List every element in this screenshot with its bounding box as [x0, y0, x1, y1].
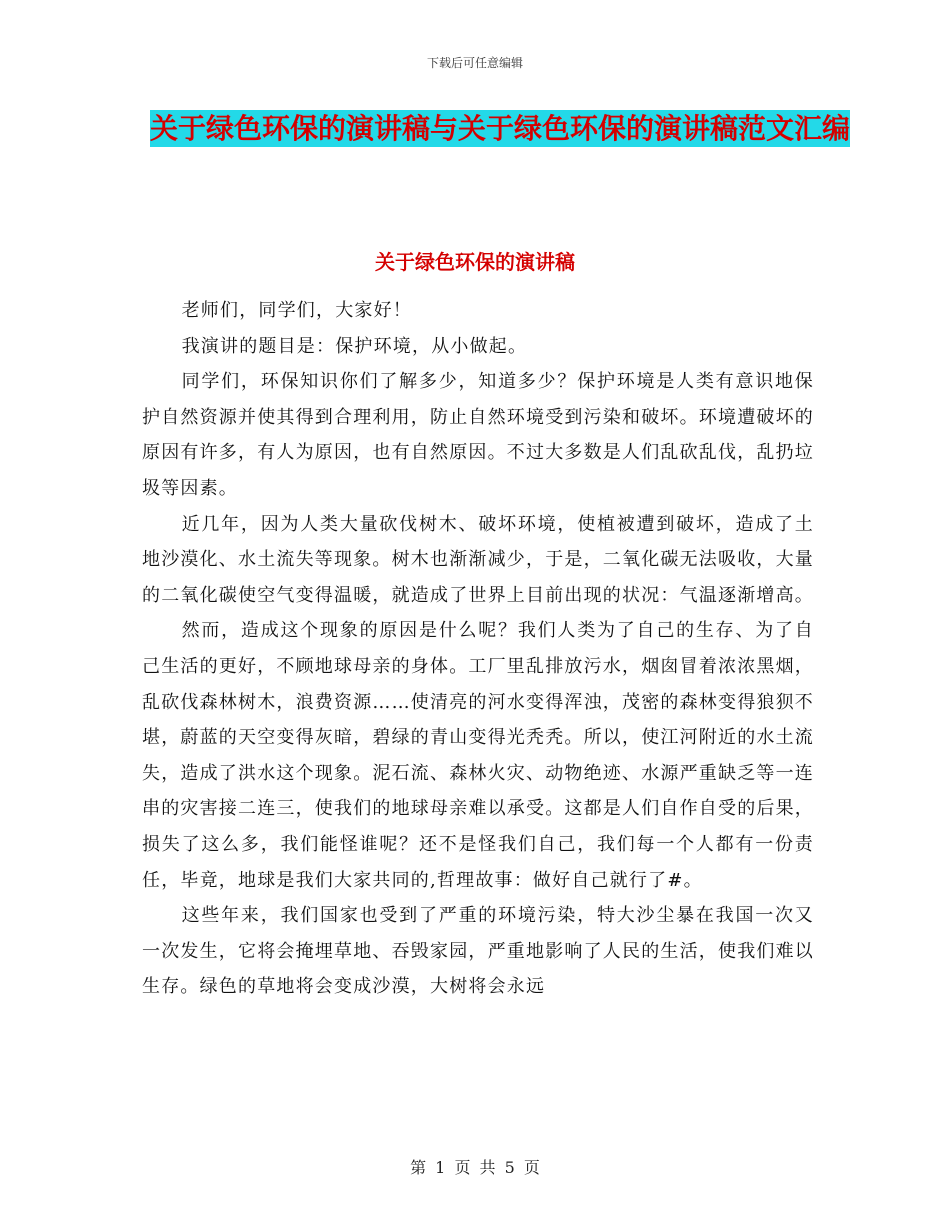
document-title — [150, 108, 850, 150]
paragraph: 然而，造成这个现象的原因是什么呢？我们人类为了自己的生存、为了自己生活的更好，不顾地球母亲的身体。工厂里乱排放污水，烟囱冒着浓浓黑烟，乱砍伐森林树木，浪费资源……使清亮的河水变得浑浊，茂密的森林变得狼狈不堪，蔚蓝的天空变得灰暗，碧绿的青山变得光秃秃。所以，使江河附近的水土流失，造成了洪水这个现象。泥石流、森林火灾、动物绝迹、水源严重缺乏等一连串的灾害接二连三，使我们的地球母亲难以承受。这都是人们自作自受的后果，损失了这么多，我们能怪谁呢？还不是怪我们自己，我们每一个人都有一份责任，毕竟，地球是我们大家共同的,哲理故事：做好自己就行了#。 — [142, 620, 814, 891]
section-title: 关于绿色环保的演讲稿 — [375, 250, 575, 274]
page-number-footer: 第 1 页 共 5 页 — [410, 1158, 540, 1177]
paragraph: 老师们，同学们，大家好！ — [181, 300, 412, 321]
page-header-note: 下载后可任意编辑 — [426, 56, 523, 70]
document-title-text: 关于绿色环保的演讲稿与关于绿色环保的演讲稿范文汇编 — [150, 112, 851, 145]
paragraph: 我演讲的题目是：保护环境，从小做起。 — [181, 335, 528, 357]
paragraph: 近几年，因为人类大量砍伐树木、破坏环境，使植被遭到破坏，造成了土地沙漠化、水土流失等现象。树木也渐渐减少，于是，二氧化碳无法吸收，大量的二氧化碳使空气变得温暖，就造成了世界上目前出现的状况：气温逐渐增高。 — [142, 513, 814, 606]
paragraph: 同学们，环保知识你们了解多少，知道多少？保护环境是人类有意识地保护自然资源并使其得到合理利用，防止自然环境受到污染和破坏。环境遭破坏的原因有许多，有人为原因，也有自然原因。不过大多数是人们乱砍乱伐，乱扔垃圾等因素。 — [142, 371, 814, 499]
document-body — [142, 293, 814, 1005]
paragraph: 这些年来，我们国家也受到了严重的环境污染，特大沙尘暴在我国一次又一次发生，它将会掩埋草地、吞毁家园，严重地影响了人民的生活，使我们难以生存。绿色的草地将会变成沙漠，大树将会永远 — [142, 905, 814, 998]
